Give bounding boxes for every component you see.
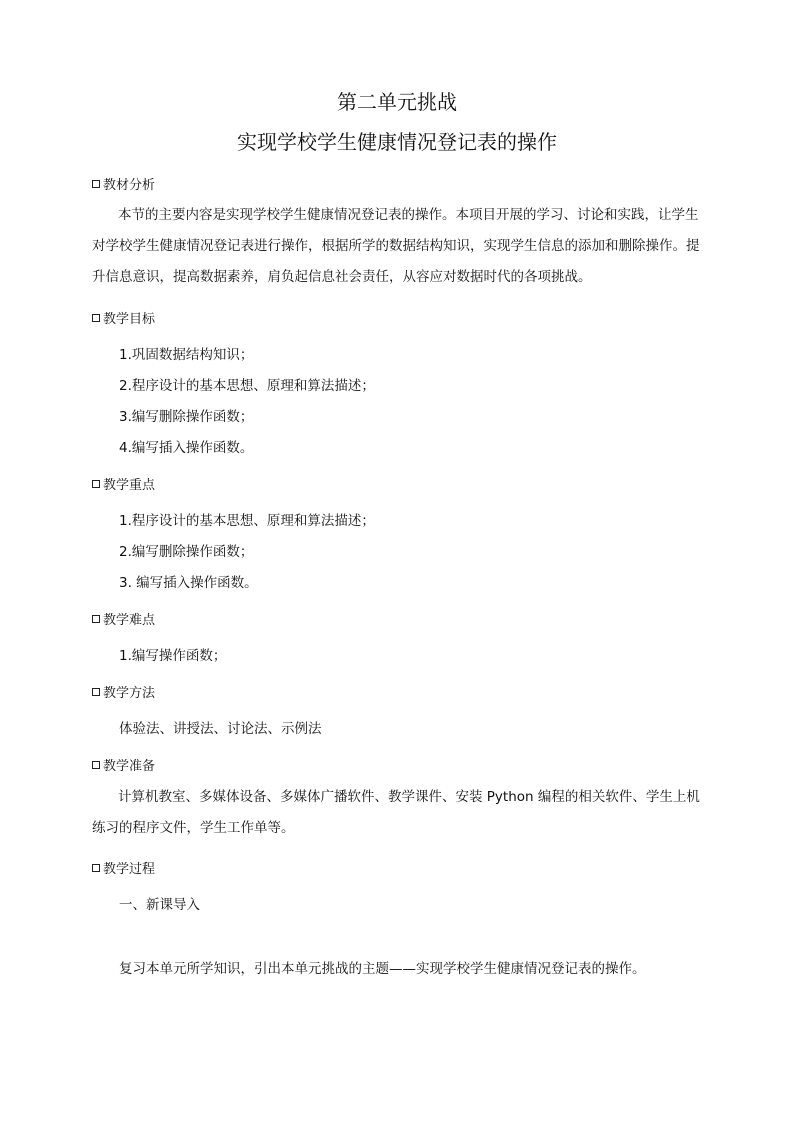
methods-text: 体验法、讲授法、讨论法、示例法 xyxy=(119,721,322,737)
heading-label: 教学重点 xyxy=(103,478,156,493)
goal-item: 4.编写插入操作函数。 xyxy=(119,440,254,456)
checkbox-square-icon xyxy=(92,615,100,623)
keypoint-item: 1.程序设计的基本思想、原理和算法描述； xyxy=(119,513,375,529)
checkbox-square-icon xyxy=(92,761,100,769)
process-text: 复习本单元所学知识，引出本单元挑战的主题——实现学校学生健康情况登记表的操作。 xyxy=(119,961,646,977)
process-step-heading: 一、新课导入 xyxy=(119,897,200,913)
section-heading-analysis xyxy=(92,174,155,193)
heading-label: 教学过程 xyxy=(103,862,156,877)
checkbox-square-icon xyxy=(92,480,100,488)
preparation-text: 计算机教室、多媒体设备、多媒体广播软件、教学课件、安装 Python 编程的相关软件、学生上机练习的程序文件，学生工作单等。 xyxy=(92,789,700,836)
checkbox-square-icon xyxy=(92,864,100,872)
heading-label: 教材分析 xyxy=(103,178,156,193)
heading-label: 教学准备 xyxy=(103,759,156,774)
preparation-paragraph xyxy=(92,782,704,844)
goal-item: 2.程序设计的基本思想、原理和算法描述； xyxy=(119,378,375,394)
section-heading-preparation xyxy=(92,755,155,774)
goal-item: 3.编写删除操作函数； xyxy=(119,409,254,425)
heading-label: 教学难点 xyxy=(103,613,156,628)
analysis-paragraph xyxy=(92,200,704,293)
checkbox-square-icon xyxy=(92,314,100,322)
heading-label: 教学方法 xyxy=(103,686,156,701)
section-heading-keypoints xyxy=(92,474,155,493)
section-heading-difficulty xyxy=(92,609,155,628)
section-heading-methods xyxy=(92,682,155,701)
section-heading-goals xyxy=(92,308,155,327)
checkbox-square-icon xyxy=(92,688,100,696)
heading-label: 教学目标 xyxy=(103,312,156,327)
analysis-text: 本节的主要内容是实现学校学生健康情况登记表的操作。本项目开展的学习、讨论和实践，让学生对学校学生健康情况登记表进行操作，根据所学的数据结构知识，实现学生信息的添加和删除操作。提升信息意识，提高数据素养，肩负起信息社会责任，从容应对数据时代的各项挑战。 xyxy=(92,207,700,285)
goal-item: 1.巩固数据结构知识； xyxy=(119,347,254,363)
difficulty-item: 1.编写操作函数； xyxy=(119,648,227,664)
keypoint-item: 3. 编写插入操作函数。 xyxy=(119,575,258,591)
checkbox-square-icon xyxy=(92,180,100,188)
page-title: 第二单元挑战 xyxy=(337,90,457,114)
keypoint-item: 2.编写删除操作函数； xyxy=(119,544,254,560)
page-subtitle: 实现学校学生健康情况登记表的操作 xyxy=(237,130,557,154)
section-heading-process xyxy=(92,858,155,877)
